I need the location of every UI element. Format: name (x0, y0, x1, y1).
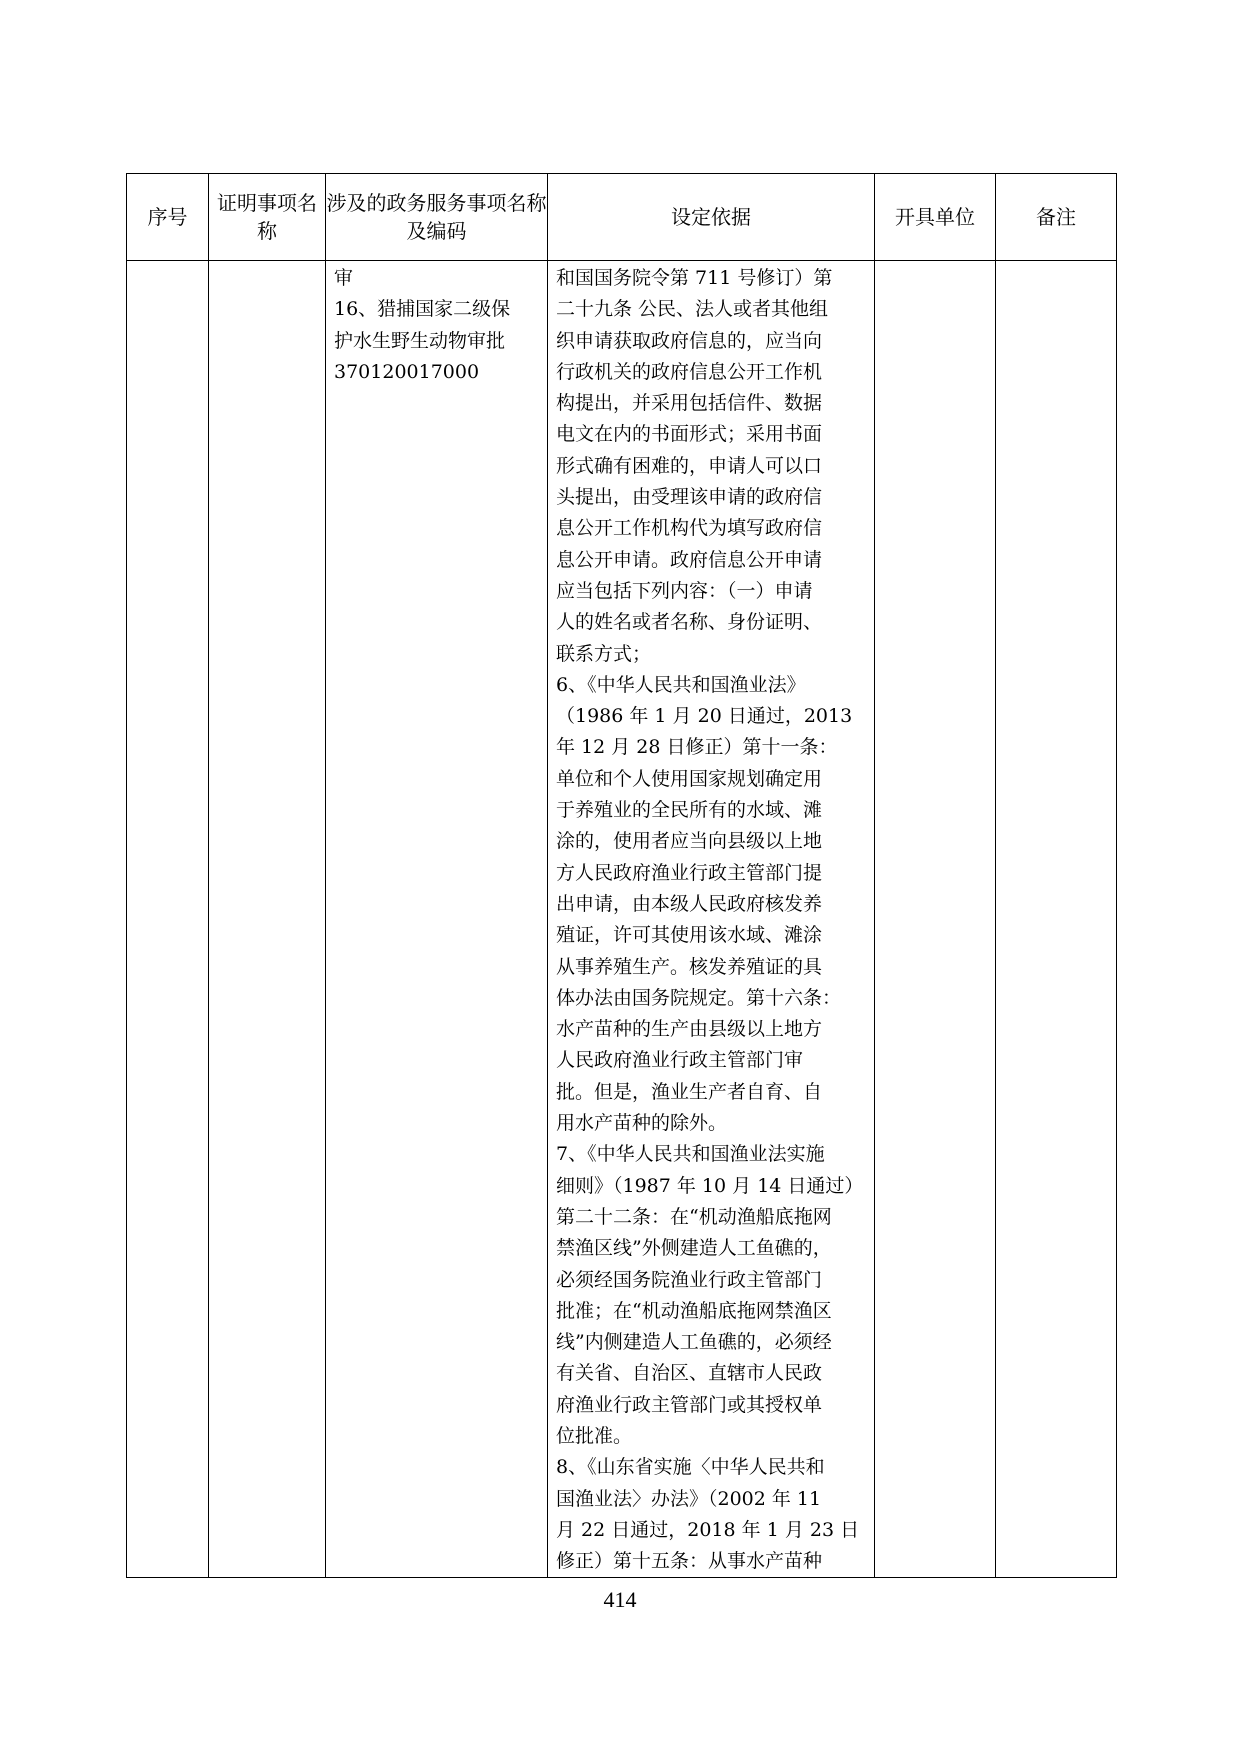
basis-line: 人的姓名或者名称、身份证明、 (556, 611, 823, 634)
page-number: 414 (603, 1587, 637, 1612)
header-proof-item: 证明事项名称 (209, 174, 326, 261)
basis-line: 批准；在“机动渔船底拖网禁渔区 (556, 1299, 832, 1322)
cell-remarks (996, 261, 1117, 1578)
basis-line: 出申请，由本级人民政府核发养 (556, 892, 823, 915)
basis-line: 体办法由国务院规定。第十六条： (556, 986, 842, 1009)
basis-line: 细则》（1987 年 10 月 14 日通过） (556, 1174, 864, 1197)
basis-line: 第二十二条：在“机动渔船底拖网 (556, 1205, 832, 1228)
basis-line: 年 12 月 28 日修正）第十一条： (556, 736, 838, 759)
basis-line: 7、《中华人民共和国渔业法实施 (556, 1143, 825, 1166)
header-basis: 设定依据 (548, 174, 875, 261)
basis-line: 形式确有困难的，申请人可以口 (556, 454, 823, 477)
services-line: 护水生野生动物审批 (334, 329, 506, 352)
basis-line: 必须经国务院渔业行政主管部门 (556, 1268, 823, 1291)
basis-text (548, 263, 874, 1577)
basis-line: 禁渔区线”外侧建造人工鱼礁的， (556, 1237, 832, 1260)
basis-line: 电文在内的书面形式；采用书面 (556, 423, 823, 446)
basis-line: 用水产苗种的除外。 (556, 1112, 728, 1135)
header-seq: 序号 (127, 174, 209, 261)
basis-line: 殖证，许可其使用该水域、滩涂 (556, 924, 823, 947)
cell-proof-item (209, 261, 326, 1578)
services-text (326, 263, 547, 388)
services-line: 16、猎捕国家二级保 (334, 298, 511, 321)
basis-line: 头提出，由受理该申请的政府信 (556, 486, 823, 509)
table-header-row (127, 174, 1117, 261)
basis-line: 息公开申请。政府信息公开申请 (556, 548, 823, 571)
basis-line: 应当包括下列内容：（一）申请 (556, 579, 813, 602)
basis-line: 线”内侧建造人工鱼礁的，必须经 (556, 1331, 832, 1354)
cell-basis (548, 261, 875, 1578)
basis-line: 和国国务院令第 711 号修订）第 (556, 267, 833, 289)
basis-line: 修正）第十五条：从事水产苗种 (556, 1550, 823, 1573)
services-line: 370120017000 (334, 360, 480, 383)
basis-line: 国渔业法〉办法》（2002 年 11 (556, 1487, 822, 1510)
header-issuer: 开具单位 (875, 174, 996, 261)
basis-line: 人民政府渔业行政主管部门审 (556, 1049, 804, 1072)
basis-line: 府渔业行政主管部门或其授权单 (556, 1393, 823, 1416)
header-remarks: 备注 (996, 174, 1117, 261)
basis-line: 水产苗种的生产由县级以上地方 (556, 1018, 823, 1041)
basis-line: 涂的，使用者应当向县级以上地 (556, 830, 823, 853)
basis-line: 方人民政府渔业行政主管部门提 (556, 861, 823, 884)
cell-services (326, 261, 548, 1578)
basis-line: 息公开工作机构代为填写政府信 (556, 517, 823, 540)
cell-issuer (875, 261, 996, 1578)
basis-line: 单位和个人使用国家规划确定用 (556, 767, 823, 790)
basis-line: 位批准。 (556, 1424, 633, 1447)
basis-line: 联系方式； (556, 642, 652, 665)
basis-line: （1986 年 1 月 20 日通过，2013 (556, 705, 853, 728)
basis-line: 有关省、自治区、直辖市人民政 (556, 1362, 823, 1385)
table-row (127, 261, 1117, 1578)
basis-line: 批。但是，渔业生产者自育、自 (556, 1080, 823, 1103)
basis-line: 8、《山东省实施〈中华人民共和 (556, 1456, 825, 1479)
basis-line: 于养殖业的全民所有的水域、滩 (556, 799, 823, 822)
basis-line: 从事养殖生产。核发养殖证的具 (556, 955, 823, 978)
services-line: 审 (334, 267, 354, 289)
proof-items-table (126, 173, 1117, 1578)
basis-line: 6、《中华人民共和国渔业法》 (556, 673, 806, 696)
basis-line: 二十九条 公民、法人或者其他组 (556, 298, 829, 321)
cell-seq (127, 261, 209, 1578)
header-services: 涉及的政务服务事项名称及编码 (326, 174, 548, 261)
basis-line: 月 22 日通过，2018 年 1 月 23 日 (556, 1518, 860, 1541)
basis-line: 行政机关的政府信息公开工作机 (556, 360, 823, 383)
basis-line: 织申请获取政府信息的，应当向 (556, 329, 823, 352)
basis-line: 构提出，并采用包括信件、数据 (556, 392, 823, 415)
